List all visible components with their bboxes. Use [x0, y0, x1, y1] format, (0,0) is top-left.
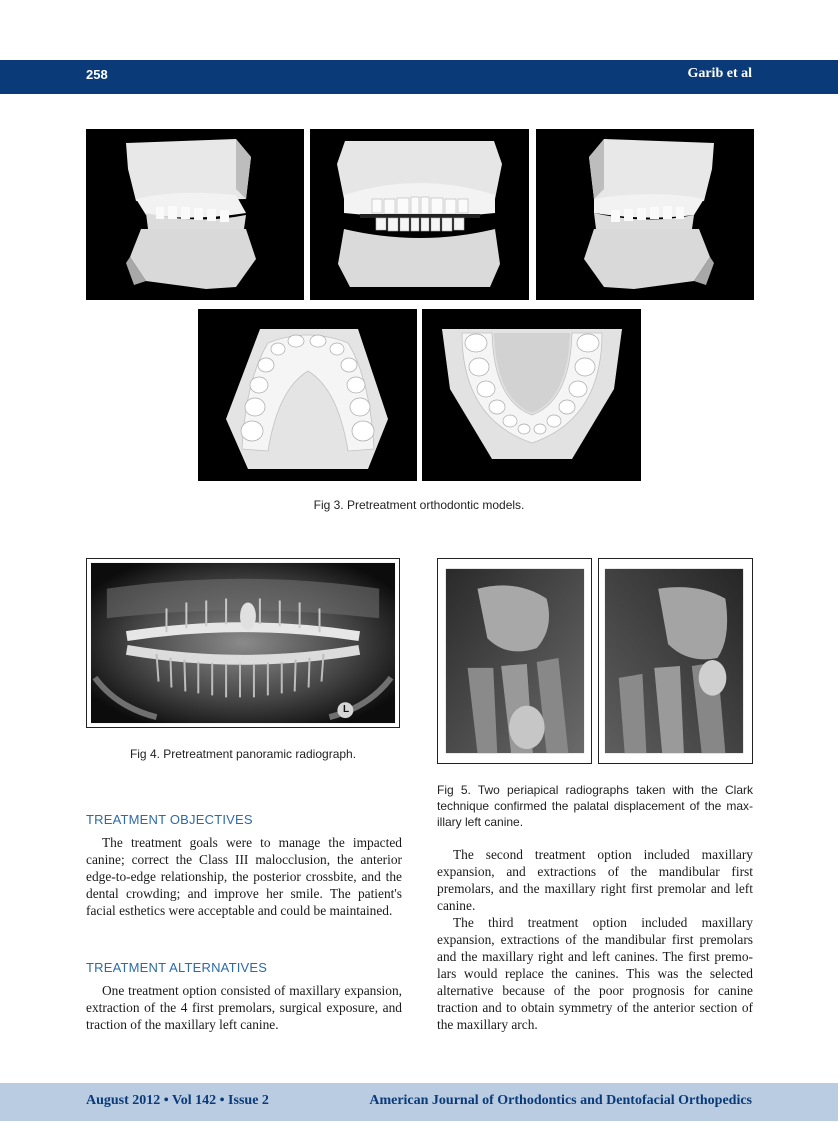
third-option-paragraph: The third treatment option included maxillary expansion, extractions of the mandibular first premolars and the maxillary right and left canines. The first premo-lars would replace the canines. This was the selected alternative because of the poor prognosis for canine traction and to obtain symmetry of the anterior section of the maxillary arch. [437, 915, 753, 1032]
treatment-alternatives-paragraph: One treatment option consisted of maxillary expansion, extraction of the 4 first premolars, surgical exposure, and traction of the maxillary left canine. [86, 983, 402, 1032]
periapical-radiograph-1 [437, 558, 592, 764]
model-right-lateral-photo [86, 129, 304, 300]
fig5-caption: Fig 5. Two periapical radiographs taken with the Clark technique confirmed the palatal displacement of the max-illary left canine. [437, 783, 753, 829]
issue-info: August 2012 • Vol 142 • Issue 2 [86, 1093, 269, 1108]
panoramic-radiograph [86, 558, 400, 728]
treatment-objectives-heading: TREATMENT OBJECTIVES [86, 812, 253, 827]
model-mandibular-occlusal-photo [422, 309, 641, 481]
model-frontal-photo [310, 129, 529, 300]
model-maxillary-occlusal-photo [198, 309, 417, 481]
header-bar [0, 60, 838, 94]
model-left-lateral-photo [536, 129, 754, 300]
second-option-paragraph: The second treatment option included maxillary expansion, and extractions of the mandibular first premolars, and the maxillary right first premolar and left canine. [437, 847, 753, 913]
left-side-marker: L [343, 704, 350, 715]
treatment-alternatives-heading: TREATMENT ALTERNATIVES [86, 960, 268, 975]
fig4-caption: Fig 4. Pretreatment panoramic radiograph. [129, 747, 357, 761]
page-number: 258 [86, 67, 108, 82]
footer-bar [0, 1083, 838, 1121]
running-head: Garib et al [687, 66, 752, 81]
periapical-radiograph-2 [598, 558, 753, 764]
journal-name: American Journal of Orthodontics and Dentofacial Orthopedics [369, 1093, 752, 1108]
treatment-objectives-paragraph: The treatment goals were to manage the impacted canine; correct the Class III malocclusion, the anterior edge-to-edge relationship, the posterior crossbite, and the dental crowding; and improve her smile. The patient's facial esthetics were acceptable and could be maintained. [86, 835, 402, 918]
fig3-caption: Fig 3. Pretreatment orthodontic models. [313, 498, 525, 512]
